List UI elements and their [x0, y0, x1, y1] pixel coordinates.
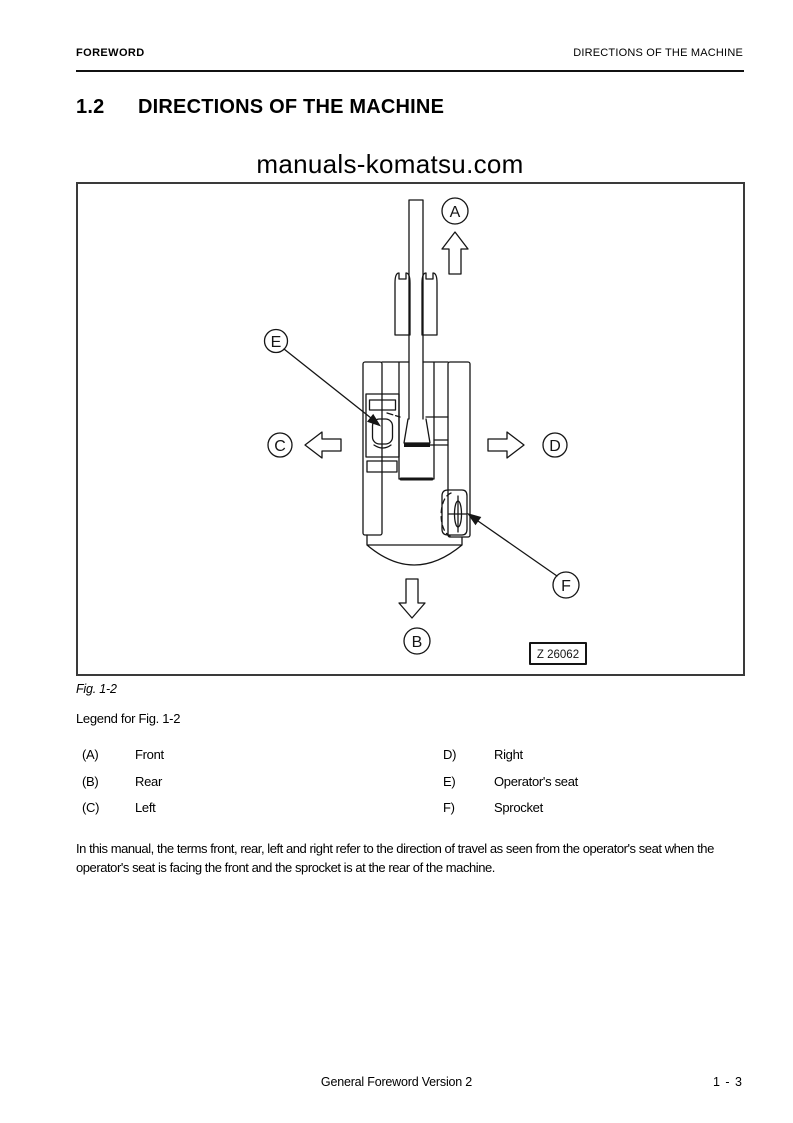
body-paragraph: In this manual, the terms front, rear, left and right refer to the direction of travel as seen from the operator's seat when the operator's seat is facing the front and the sprocket is at the rear of the machine.: [76, 841, 714, 875]
legend-title: Legend for Fig. 1-2: [76, 711, 181, 726]
section-title-text: DIRECTIONS OF THE MACHINE: [138, 96, 445, 118]
legend-key: (B): [82, 773, 99, 789]
boom-foot-bar: [404, 443, 430, 447]
counterweight: [367, 535, 462, 565]
header-rule: [76, 70, 744, 72]
marker-b-label: B: [411, 634, 423, 651]
legend-value: Operator's seat: [494, 773, 578, 789]
arrow-left: [305, 432, 341, 458]
legend-value: Rear: [135, 773, 162, 789]
marker-e-label: E: [270, 334, 282, 351]
marker-c-label: C: [274, 438, 286, 455]
leader-f-line: [478, 521, 557, 576]
watermark-text: manuals-komatsu.com: [256, 149, 524, 179]
drawing-number: Z 26062: [536, 649, 580, 661]
arrow-down-rear: [399, 579, 425, 618]
legend-key: F): [443, 800, 455, 816]
legend-row: [76, 747, 746, 774]
page-title: [76, 96, 444, 119]
marker-d-label: D: [549, 438, 561, 455]
legend-key: (C): [82, 800, 100, 816]
sprocket-axle: [449, 496, 467, 532]
legend-row: [76, 800, 746, 827]
legend-value: Front: [135, 747, 164, 762]
leader-f-arrowhead: [467, 513, 481, 525]
legend-value: Sprocket: [494, 800, 543, 816]
footer-page-number: 1 - 3: [712, 1075, 743, 1089]
boom: [409, 200, 423, 419]
legend-value: Left: [135, 800, 156, 816]
section-number: 1.2: [76, 96, 105, 118]
bucket-link-left: [395, 273, 410, 335]
header-chapter-label: DIRECTIONS OF THE MACHINE: [573, 47, 743, 59]
cab-dash-line: [387, 413, 400, 417]
bucket-link-right: [422, 273, 437, 335]
header-section-label: FOREWORD: [76, 47, 145, 59]
leader-e-line: [284, 349, 371, 418]
legend-value: Right: [494, 747, 523, 762]
marker-a-label: A: [449, 204, 461, 221]
marker-f-label: F: [561, 578, 571, 595]
legend-key: E): [443, 773, 456, 789]
footer-document-title: General Foreword Version 2: [320, 1075, 473, 1089]
legend-row: [76, 774, 746, 801]
figure-1-2: [76, 182, 745, 676]
arrow-up-front: [442, 232, 468, 274]
arrow-right: [488, 432, 524, 458]
machine-direction-diagram: [78, 184, 743, 674]
legend-key: (A): [82, 747, 99, 762]
boom-foot-trapezoid: [404, 419, 430, 443]
legend-key: D): [443, 747, 457, 762]
legend-table: [76, 747, 746, 827]
figure-caption: Fig. 1-2: [76, 682, 117, 696]
